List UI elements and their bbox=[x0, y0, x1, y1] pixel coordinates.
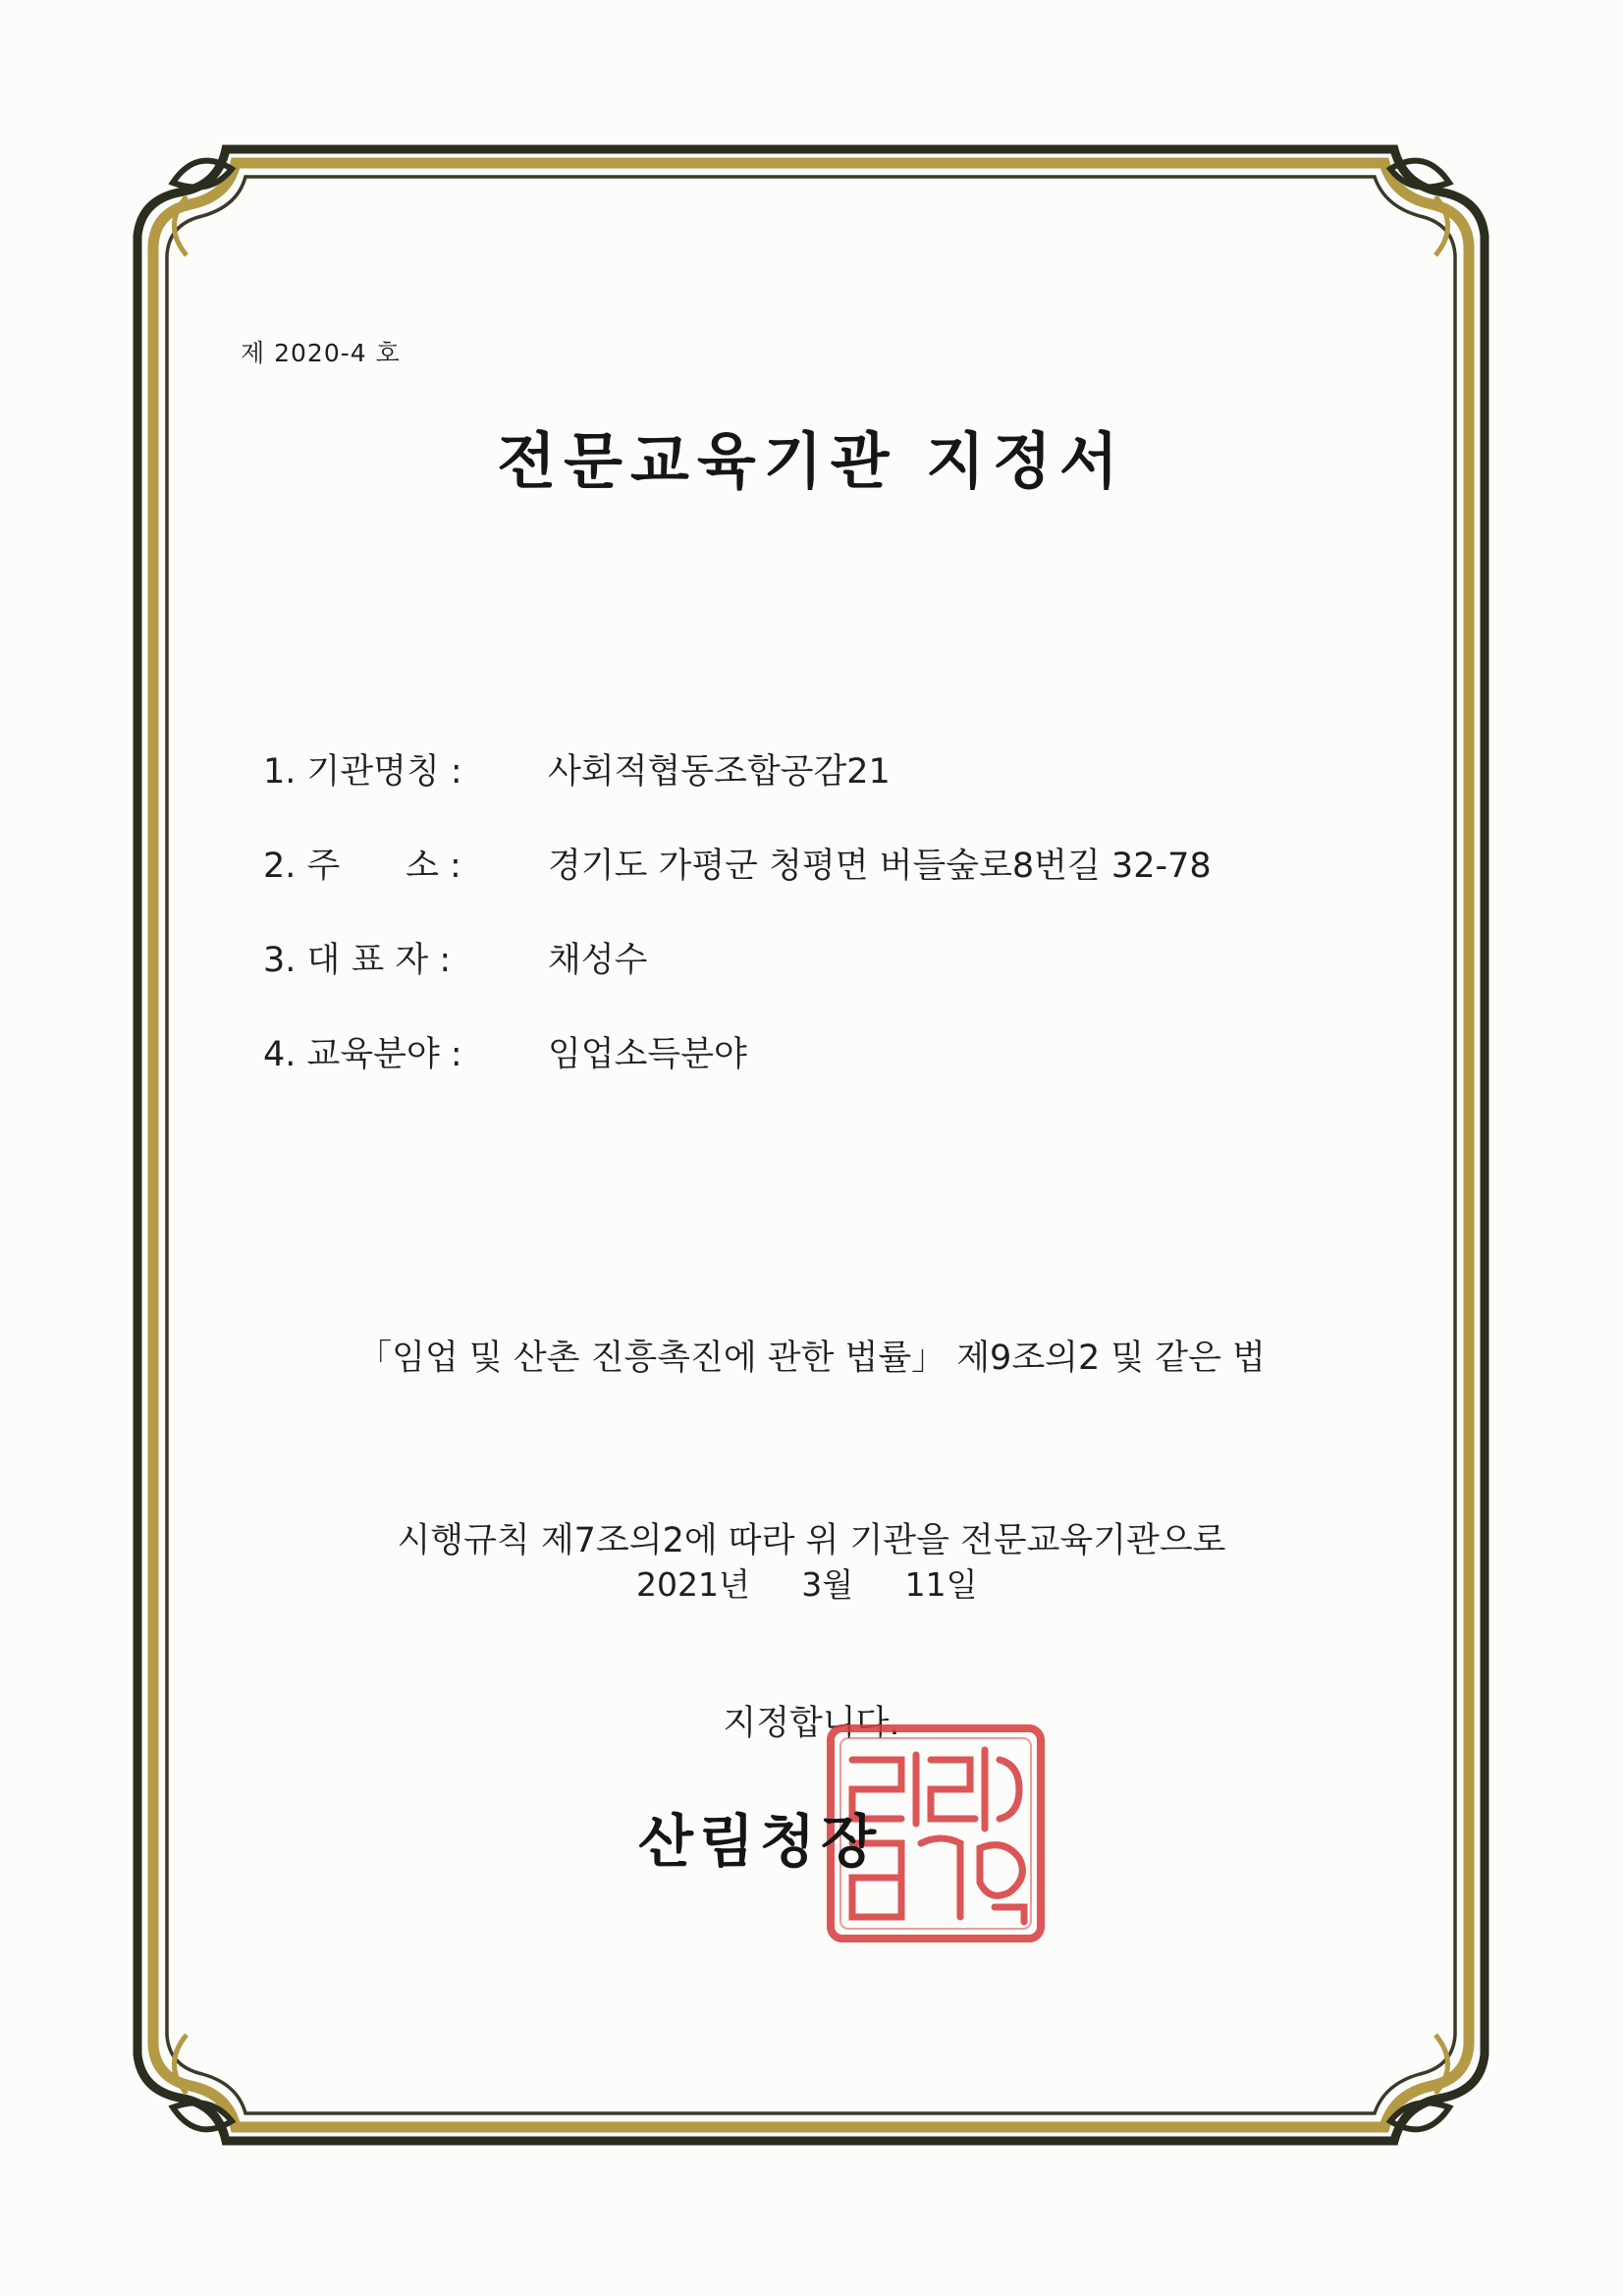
statement-line: 「임업 및 산촌 진흥촉진에 관한 법률」 제9조의2 및 같은 법 bbox=[357, 1339, 1266, 1378]
issue-date: 2021년 3월 11일 bbox=[636, 1565, 978, 1604]
field-value: 사회적협동조합공감21 bbox=[548, 752, 891, 792]
field-label: 3. 대 표 자 : bbox=[263, 941, 452, 980]
field-list bbox=[263, 722, 1212, 1099]
field-value: 임업소득분야 bbox=[548, 1035, 747, 1074]
field-label: 1. 기관명칭 : bbox=[263, 752, 462, 792]
field-value: 채성수 bbox=[548, 941, 648, 980]
certificate-title: 전문교육기관 지정서 bbox=[497, 425, 1126, 497]
designation-statement bbox=[0, 1206, 1623, 1876]
issuer-name: 산림청장 bbox=[638, 1808, 883, 1875]
field-label: 2. 주 소 : bbox=[263, 847, 461, 886]
field-row-education-field bbox=[263, 1005, 1212, 1099]
field-row-representative bbox=[263, 910, 1212, 1005]
statement-line: 시행규칙 제7조의2에 따라 위 기관을 전문교육기관으로 bbox=[397, 1521, 1226, 1560]
field-row-address bbox=[263, 816, 1212, 910]
field-value: 경기도 가평군 청평면 버들숲로8번길 32-78 bbox=[548, 847, 1212, 886]
field-row-institution-name bbox=[263, 722, 1212, 816]
certificate-number: 제 2020-4 호 bbox=[241, 339, 401, 367]
statement-line: 지정합니다. bbox=[723, 1704, 900, 1743]
field-label: 4. 교육분야 : bbox=[263, 1035, 462, 1074]
